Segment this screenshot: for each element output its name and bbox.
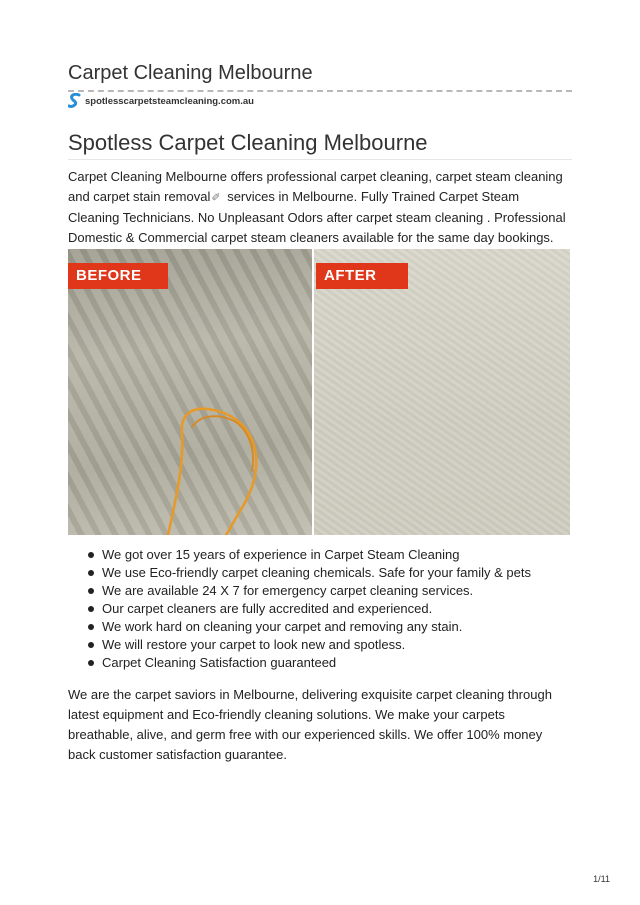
before-label: BEFORE — [68, 263, 168, 289]
list-item: We use Eco-friendly carpet cleaning chemicals. Safe for your family & pets — [88, 564, 572, 582]
pencil-icon: ✐ — [211, 192, 221, 204]
source-url[interactable]: spotlesscarpetsteamcleaning.com.au — [85, 95, 254, 107]
cable-graphic — [68, 249, 312, 535]
list-item: We got over 15 years of experience in Carpet Steam Cleaning — [88, 546, 572, 564]
list-item: Our carpet cleaners are fully accredited and experienced. — [88, 600, 572, 618]
after-panel — [314, 249, 570, 535]
features-list — [88, 546, 572, 672]
site-logo-icon — [68, 93, 82, 109]
intro-text-1: Carpet Cleaning Melbourne offers professional carpet cleaning, carpet steam cleaning and carpet stain removal — [68, 169, 563, 204]
source-row — [68, 93, 254, 109]
closing-paragraph: We are the carpet saviors in Melbourne, delivering exquisite carpet cleaning through latest equipment and Eco-friendly cleaning solutions. We make your carpets breathable, alive, and germ free with our experienced skills. We offer 100% money back customer satisfaction guarantee. — [68, 687, 552, 762]
page-number: 1/11 — [593, 874, 610, 884]
intro-paragraph — [68, 167, 572, 248]
list-item: We will restore your carpet to look new and spotless. — [88, 636, 572, 654]
list-item: Carpet Cleaning Satisfaction guaranteed — [88, 654, 572, 672]
page-title: Carpet Cleaning Melbourne — [68, 62, 313, 84]
heading-rule — [68, 159, 572, 160]
list-item: We are available 24 X 7 for emergency carpet cleaning services. — [88, 582, 572, 600]
intro-text-2: services in Melbourne. Fully Trained Carpet Steam Cleaning Technicians. No Unpleasant Odors after carpet steam cleaning . Professional Domestic & Commercial carpet steam cleaners available for the same day bookings. — [68, 189, 566, 245]
title-divider — [68, 90, 572, 92]
before-after-image — [68, 249, 570, 535]
after-label: AFTER — [316, 263, 408, 289]
article-heading: Spotless Carpet Cleaning Melbourne — [68, 130, 428, 155]
before-panel — [68, 249, 312, 535]
list-item: We work hard on cleaning your carpet and removing any stain. — [88, 618, 572, 636]
